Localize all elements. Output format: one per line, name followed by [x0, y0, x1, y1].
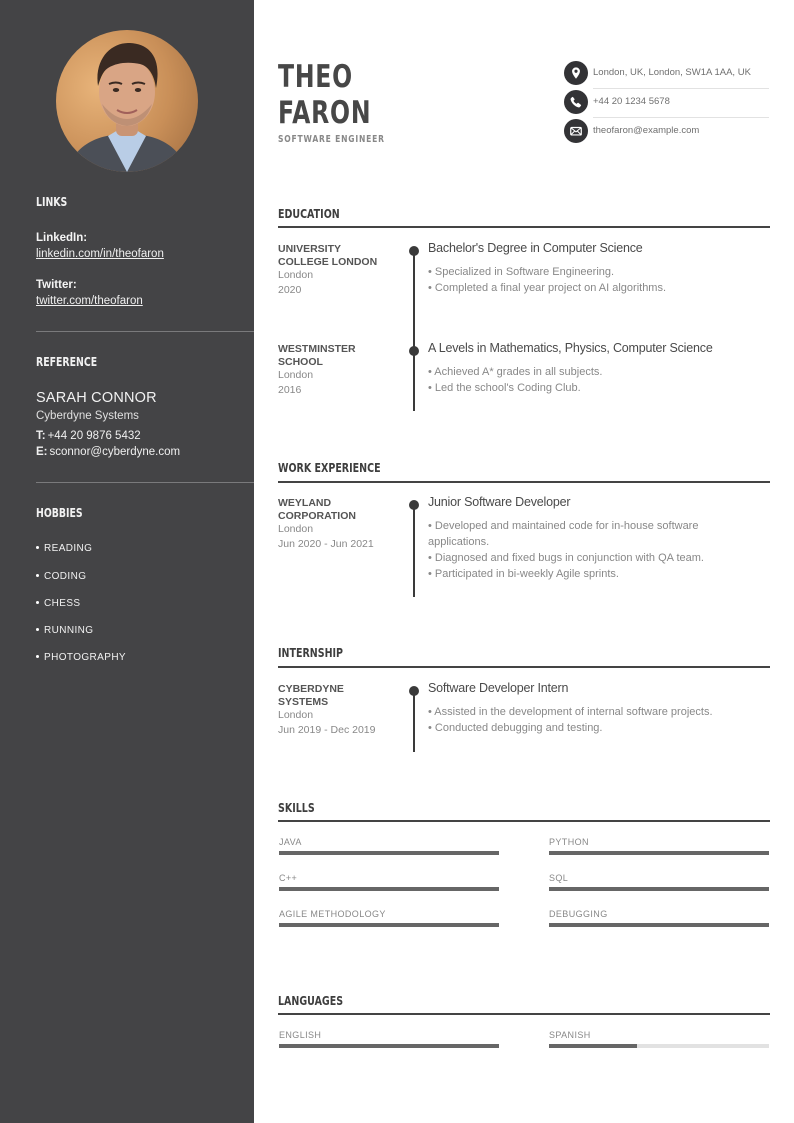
sidebar-divider	[36, 331, 254, 332]
education-bullets: • Achieved A* grades in all subjects. • Led the school's Coding Club.	[428, 366, 603, 394]
hobby-item: CHESS	[36, 598, 80, 609]
contact-address-text: London, UK, London, SW1A 1AA, UK	[593, 67, 751, 78]
skill-bar-fill	[549, 887, 769, 891]
skill-name: AGILE METHODOLOGY	[279, 909, 386, 919]
internship-role: Software Developer Intern	[428, 681, 569, 695]
skill-bar	[279, 923, 499, 927]
linkedin-label: LinkedIn:	[36, 232, 88, 244]
education-org: UNIVERSITY COLLEGE LONDON	[278, 243, 378, 268]
languages-heading: LANGUAGES	[278, 993, 344, 1008]
skill-bar-fill	[279, 923, 499, 927]
reference-email	[36, 446, 180, 458]
contact-address	[564, 61, 769, 90]
education-date: 2020	[278, 284, 302, 296]
language-name: SPANISH	[549, 1030, 591, 1040]
bullet-icon	[36, 546, 39, 549]
language-item	[279, 1030, 499, 1048]
first-name: THEO	[278, 59, 353, 95]
hobby-item: CODING	[36, 571, 86, 582]
profile-photo-illustration	[56, 30, 198, 172]
timeline-dot	[409, 346, 419, 356]
section-rule	[278, 666, 770, 668]
language-bar	[279, 1044, 499, 1048]
language-bar-fill	[549, 1044, 637, 1048]
language-bar-fill	[279, 1044, 499, 1048]
skill-bar	[549, 887, 769, 891]
bullet-icon	[36, 601, 39, 604]
skill-bar-fill	[549, 923, 769, 927]
section-rule	[278, 481, 770, 483]
reference-phone-label: T:	[36, 430, 46, 442]
education-org: WESTMINSTER SCHOOL	[278, 343, 356, 368]
reference-heading: REFERENCE	[36, 355, 98, 369]
work-location: London	[278, 523, 314, 535]
skill-bar	[549, 851, 769, 855]
contact-email	[564, 119, 769, 148]
skill-bar-fill	[549, 851, 769, 855]
education-location: London	[278, 369, 314, 381]
work-bullets: • Developed and maintained code for in-house software applications. • Diagnosed and fixed bugs in conjunction with QA team. • Participated in bi-weekly Agile sprints.	[428, 520, 704, 580]
reference-name: SARAH CONNOR	[36, 390, 157, 406]
hobby-item: RUNNING	[36, 625, 93, 636]
skills-heading: SKILLS	[278, 800, 315, 815]
phone-icon	[564, 90, 588, 114]
job-title: SOFTWARE ENGINEER	[278, 134, 385, 145]
bullet-icon	[36, 574, 39, 577]
language-name: ENGLISH	[279, 1030, 322, 1040]
education-bullets: • Specialized in Software Engineering. • Completed a final year project on AI algorithms.	[428, 266, 667, 294]
work-role: Junior Software Developer	[428, 495, 571, 509]
skill-bar	[549, 923, 769, 927]
work-date: Jun 2020 - Jun 2021	[278, 538, 374, 550]
contact-divider	[593, 88, 769, 89]
timeline-line	[413, 691, 415, 752]
location-pin-icon	[564, 61, 588, 85]
skill-bar-fill	[279, 851, 499, 855]
hobby-item: READING	[36, 543, 92, 554]
envelope-icon	[564, 119, 588, 143]
reference-phone	[36, 430, 141, 442]
section-rule	[278, 820, 770, 822]
skill-item	[279, 909, 499, 927]
language-item	[549, 1030, 769, 1048]
skill-bar-fill	[279, 887, 499, 891]
sidebar-divider	[36, 482, 254, 483]
contact-email-text: theofaron@example.com	[593, 125, 700, 136]
skill-item	[279, 873, 499, 891]
reference-company: Cyberdyne Systems	[36, 410, 139, 422]
skill-item	[549, 909, 769, 927]
links-heading: LINKS	[36, 195, 68, 209]
internship-heading: INTERNSHIP	[278, 645, 344, 660]
work-org: WEYLAND CORPORATION	[278, 497, 356, 522]
linkedin-link[interactable]: linkedin.com/in/theofaron	[36, 248, 164, 260]
education-heading: EDUCATION	[278, 206, 340, 221]
internship-location: London	[278, 709, 314, 721]
skill-item	[279, 837, 499, 855]
contact-phone	[564, 90, 769, 119]
education-date: 2016	[278, 384, 302, 396]
skill-item	[549, 873, 769, 891]
skill-name: JAVA	[279, 837, 302, 847]
skill-bar	[279, 851, 499, 855]
last-name: FARON	[278, 95, 372, 131]
education-degree: A Levels in Mathematics, Physics, Computer Science	[428, 341, 713, 355]
internship-date: Jun 2019 - Dec 2019	[278, 724, 376, 736]
skill-name: PYTHON	[549, 837, 589, 847]
section-rule	[278, 226, 770, 228]
education-location: London	[278, 269, 314, 281]
timeline-dot	[409, 686, 419, 696]
contact-divider	[593, 117, 769, 118]
section-rule	[278, 1013, 770, 1015]
timeline-dot	[409, 500, 419, 510]
education-degree: Bachelor's Degree in Computer Science	[428, 241, 643, 255]
timeline-line	[413, 251, 415, 411]
internship-org: CYBERDYNE SYSTEMS	[278, 683, 344, 708]
reference-email-value: sconnor@cyberdyne.com	[49, 446, 181, 458]
timeline-line	[413, 505, 415, 597]
skill-bar	[279, 887, 499, 891]
sidebar	[0, 0, 254, 1123]
bullet-icon	[36, 628, 39, 631]
hobbies-heading: HOBBIES	[36, 506, 83, 520]
twitter-label: Twitter:	[36, 279, 77, 291]
internship-bullets: • Assisted in the development of internal software projects. • Conducted debugging and testing.	[428, 706, 713, 734]
reference-email-label: E:	[36, 446, 48, 458]
reference-phone-value: +44 20 9876 5432	[47, 430, 141, 442]
twitter-link[interactable]: twitter.com/theofaron	[36, 295, 143, 307]
skill-name: C++	[279, 873, 298, 883]
skill-item	[549, 837, 769, 855]
timeline-dot	[409, 246, 419, 256]
language-bar	[549, 1044, 769, 1048]
contact-phone-text: +44 20 1234 5678	[593, 96, 670, 107]
skill-name: SQL	[549, 873, 569, 883]
hobby-item: PHOTOGRAPHY	[36, 652, 126, 663]
profile-photo	[56, 30, 198, 172]
bullet-icon	[36, 655, 39, 658]
skill-name: DEBUGGING	[549, 909, 608, 919]
work-heading: WORK EXPERIENCE	[278, 460, 381, 475]
